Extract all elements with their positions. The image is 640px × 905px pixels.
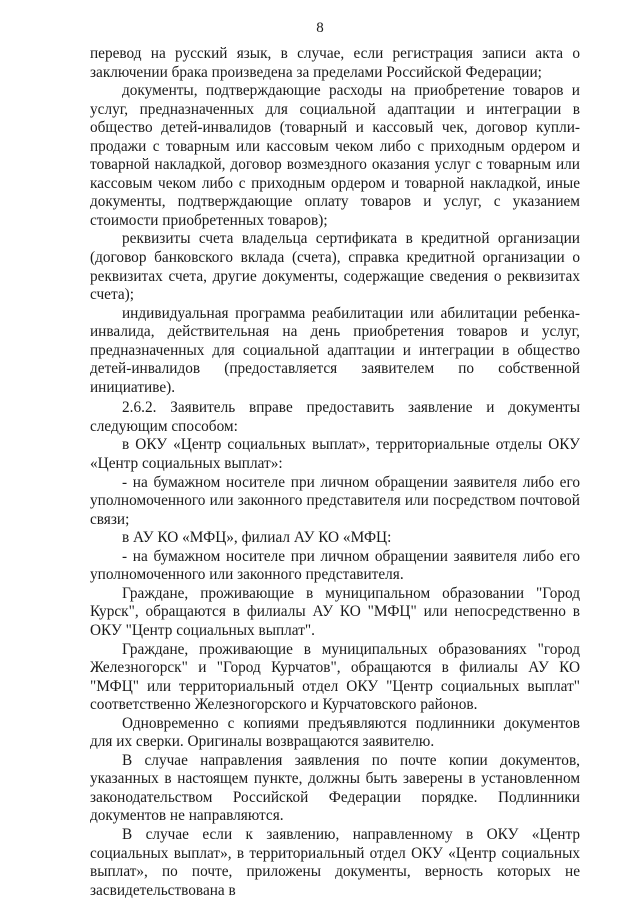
paragraph-oku-paper-mail: - на бумажном носителе при личном обращении заявителя либо его уполномоченного или законного представителя или посредством почтовой связи;: [90, 473, 580, 528]
paragraph-zheleznogorsk-citizens: Граждане, проживающие в муниципальных образованиях "город Железногорск" и "Город Курчатов", обращаются в филиалы АУ КО "МФЦ" или территориальный отдел ОКУ "Центр социальных выплат" соответственно Железногорского и Курчатовского районов.: [90, 640, 580, 714]
paragraph-oku-offices: в ОКУ «Центр социальных выплат», территориальные отделы ОКУ «Центр социальных выплат»:: [90, 436, 580, 473]
paragraph-account-details: реквизиты счета владельца сертификата в кредитной организации (договор банковского вклада (счета), справка кредитной организации о реквизитах счета, другие документы, содержащие сведения о реквизитах счета);: [90, 230, 580, 304]
paragraph-expense-documents: документы, подтверждающие расходы на приобретение товаров и услуг, предназначенных для социальной адаптации и интеграции в общество детей-инвалидов (товарный и кассовый чек, договор купли-продажи с товарным или кассовым чеком либо с приходным ордером и товарной накладкой, договор возмездного оказания услуг с товарным или кассовым чеком либо с приходным ордером и товарной накладкой, иные документы, подтверждающие оплату товаров и услуг, с указанием стоимости приобретенных товаров);: [90, 82, 580, 229]
document-body: [90, 45, 580, 900]
paragraph-rehabilitation-program: индивидуальная программа реабилитации или абилитации ребенка-инвалида, действительная на день приобретения товаров и услуг, предназначенных для социальной адаптации и интеграции в общество детей-инвалидов (предоставляется заявителем по собственной инициативе).: [90, 304, 580, 396]
paragraph-clause-2-6-2: 2.6.2. Заявитель вправе предоставить заявление и документы следующим способом:: [90, 399, 580, 435]
page-number: 8: [316, 20, 324, 36]
paragraph-translation: перевод на русский язык, в случае, если регистрация записи акта о заключении брака произведена за пределами Российской Федерации;: [90, 45, 580, 81]
paragraph-originals: Одновременно с копиями предъявляются подлинники документов для их сверки. Оригиналы возвращаются заявителю.: [90, 714, 580, 751]
paragraph-mfc-offices: в АУ КО «МФЦ», филиал АУ КО «МФЦ:: [122, 529, 392, 547]
paragraph-kursk-citizens: Граждане, проживающие в муниципальном образовании "Город Курск", обращаются в филиалы АУ КО "МФЦ" или непосредственно в ОКУ "Центр социальных выплат".: [90, 584, 580, 639]
paragraph-unverified-documents: В случае если к заявлению, направленному в ОКУ «Центр социальных выплат», в территориальный отдел ОКУ «Центр социальных выплат», по почте, приложены документы, верность которых не засвидетельствована в: [90, 825, 580, 899]
paragraph-mfc-paper: - на бумажном носителе при личном обращении заявителя либо его уполномоченного или законного представителя.: [90, 547, 580, 584]
paragraph-postal-copies: В случае направления заявления по почте копии документов, указанных в настоящем пункте, должны быть заверены в установленном законодательством Российской Федерации порядке. Подлинники документов не направляются.: [90, 751, 580, 825]
